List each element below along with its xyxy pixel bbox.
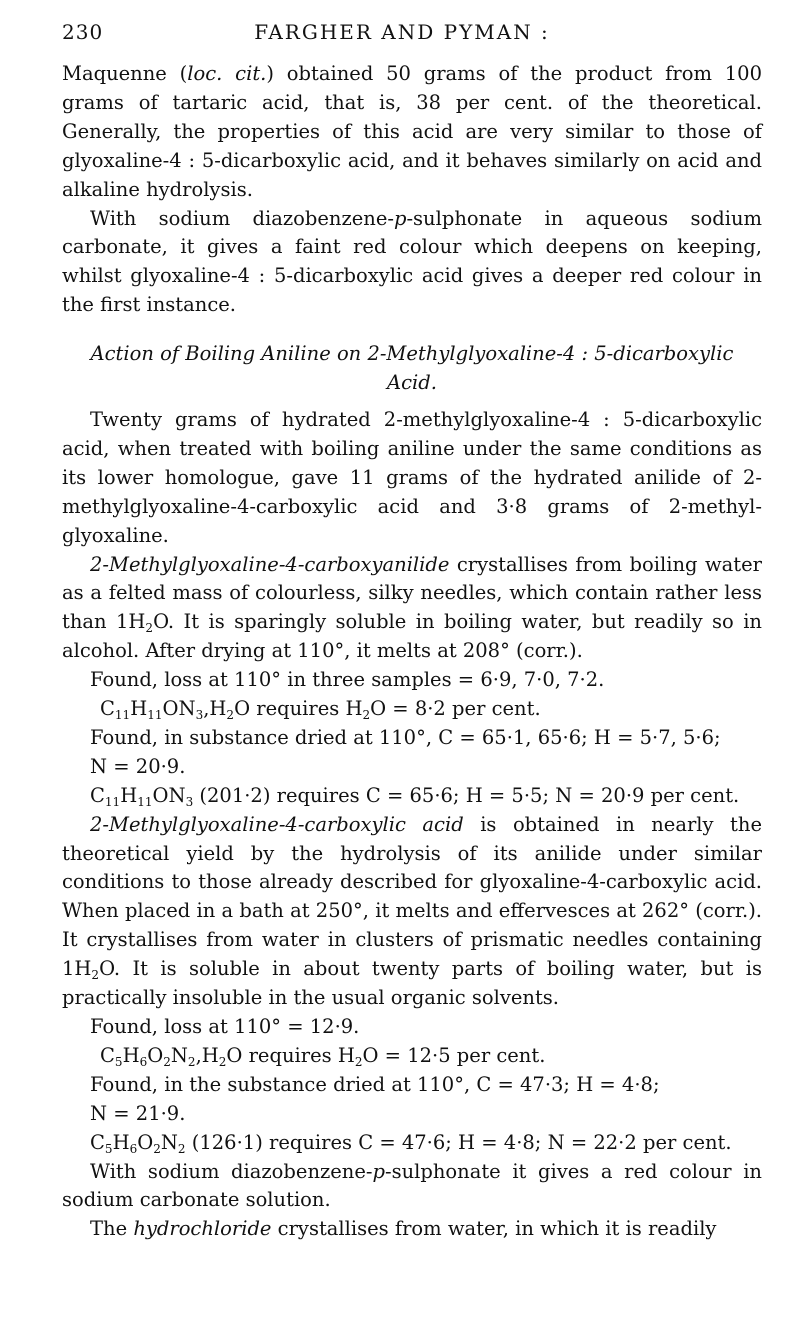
found-analysis-anilide: Found, in substance dried at 110°, C = 65·1, 65·6; H = 5·7, 5·6; <box>90 725 721 749</box>
page-header <box>62 20 762 60</box>
paragraph-red-colour: With sodium diazobenzene-p-sulphonate it gives a red colour in sodium carbonate solution. <box>62 1159 762 1212</box>
found-analysis-anilide-cont: N = 20·9. <box>90 754 186 778</box>
running-head: FARGHER AND PYMAN : <box>254 20 550 44</box>
formula-anilide: $C_{11}H_{11}ON_3$ (201·2) requires C = 65·6; H = 5·5; N = 20·9 per cent. <box>90 783 740 809</box>
found-loss-anilide: Found, loss at 110° in three samples = 6·9, 7·0, 7·2. <box>90 668 605 692</box>
paragraph-hydrochloride: The hydrochloride crystallises from water, in which it is readily <box>90 1217 717 1241</box>
paragraph-anilide: 2-Methylglyoxaline-4-carboxyanilide crystallises from boiling water as a felted mass of colourless, silky needles, which contain rather less than $1H_2O$. It is sparingly soluble in boiling water, but readily so in alcohol. After drying at 110°, it melts at 208° (corr.). <box>62 552 762 663</box>
section-heading: Action of Boiling Aniline on 2-Methylglyoxaline-4 : 5-dicarboxylic Acid. <box>90 342 734 395</box>
found-analysis-acid: Found, in the substance dried at 110°, C = 47·3; H = 4·8; <box>90 1072 660 1096</box>
formula-anilide-hydrate: $C_{11}H_{11}ON_3,H_2O$ requires $H_2O = 8\cdot 2$ per cent. <box>100 697 541 723</box>
found-analysis-acid-cont: N = 21·9. <box>90 1101 186 1125</box>
paragraph-maquenne: Maquenne (loc. cit.) obtained 50 grams of the product from 100 grams of tartaric acid, that is, 38 per cent. of the theoretical. Generally, the properties of this acid are very similar to those of glyoxaline-4 : 5-dicarboxylic acid, and it behaves similarly on acid and alkaline hydrolysis. <box>62 62 762 201</box>
paragraph-carboxylic-acid: 2-Methylglyoxaline-4-carboxylic acid is obtained in nearly the theoretical yield by the hydrolysis of its anilide under similar conditions to those already described for glyoxaline-4-carboxylic acid. When placed in a bath at 250°, it melts and effervesces at 262° (corr.). It crystallises from water in clusters of prismatic needles containing $1H_2O$. It is soluble in about twenty parts of boiling water, but is practically insoluble in the usual organic solvents. <box>62 812 762 1010</box>
formula-acid-hydrate: $C_5H_6O_2N_2,H_2O$ requires $H_2O = 12\cdot 5$ per cent. <box>100 1043 546 1069</box>
paragraph-twenty-grams: Twenty grams of hydrated 2-methylglyoxaline-4 : 5-dicarboxylic acid, when treated with boiling aniline under the same conditions as its lower homologue, gave 11 grams of the hydrated anilide of 2-methylglyoxaline-4-carboxylic acid and 3·8 grams of 2-methyl-glyoxaline. <box>62 407 762 547</box>
page-number: 230 <box>62 20 104 44</box>
paragraph-diazo-colour: With sodium diazobenzene-p-sulphonate in aqueous sodium carbonate, it gives a faint red colour which deepens on keeping, whilst glyoxaline-4 : 5-dicarboxylic acid gives a deeper red colour in the first instance. <box>62 206 763 317</box>
page <box>62 20 762 1244</box>
found-loss-acid: Found, loss at 110° = 12·9. <box>90 1015 360 1038</box>
formula-acid: $C_5H_6O_2N_2$ (126·1) requires C = 47·6; H = 4·8; N = 22·2 per cent. <box>90 1130 732 1156</box>
